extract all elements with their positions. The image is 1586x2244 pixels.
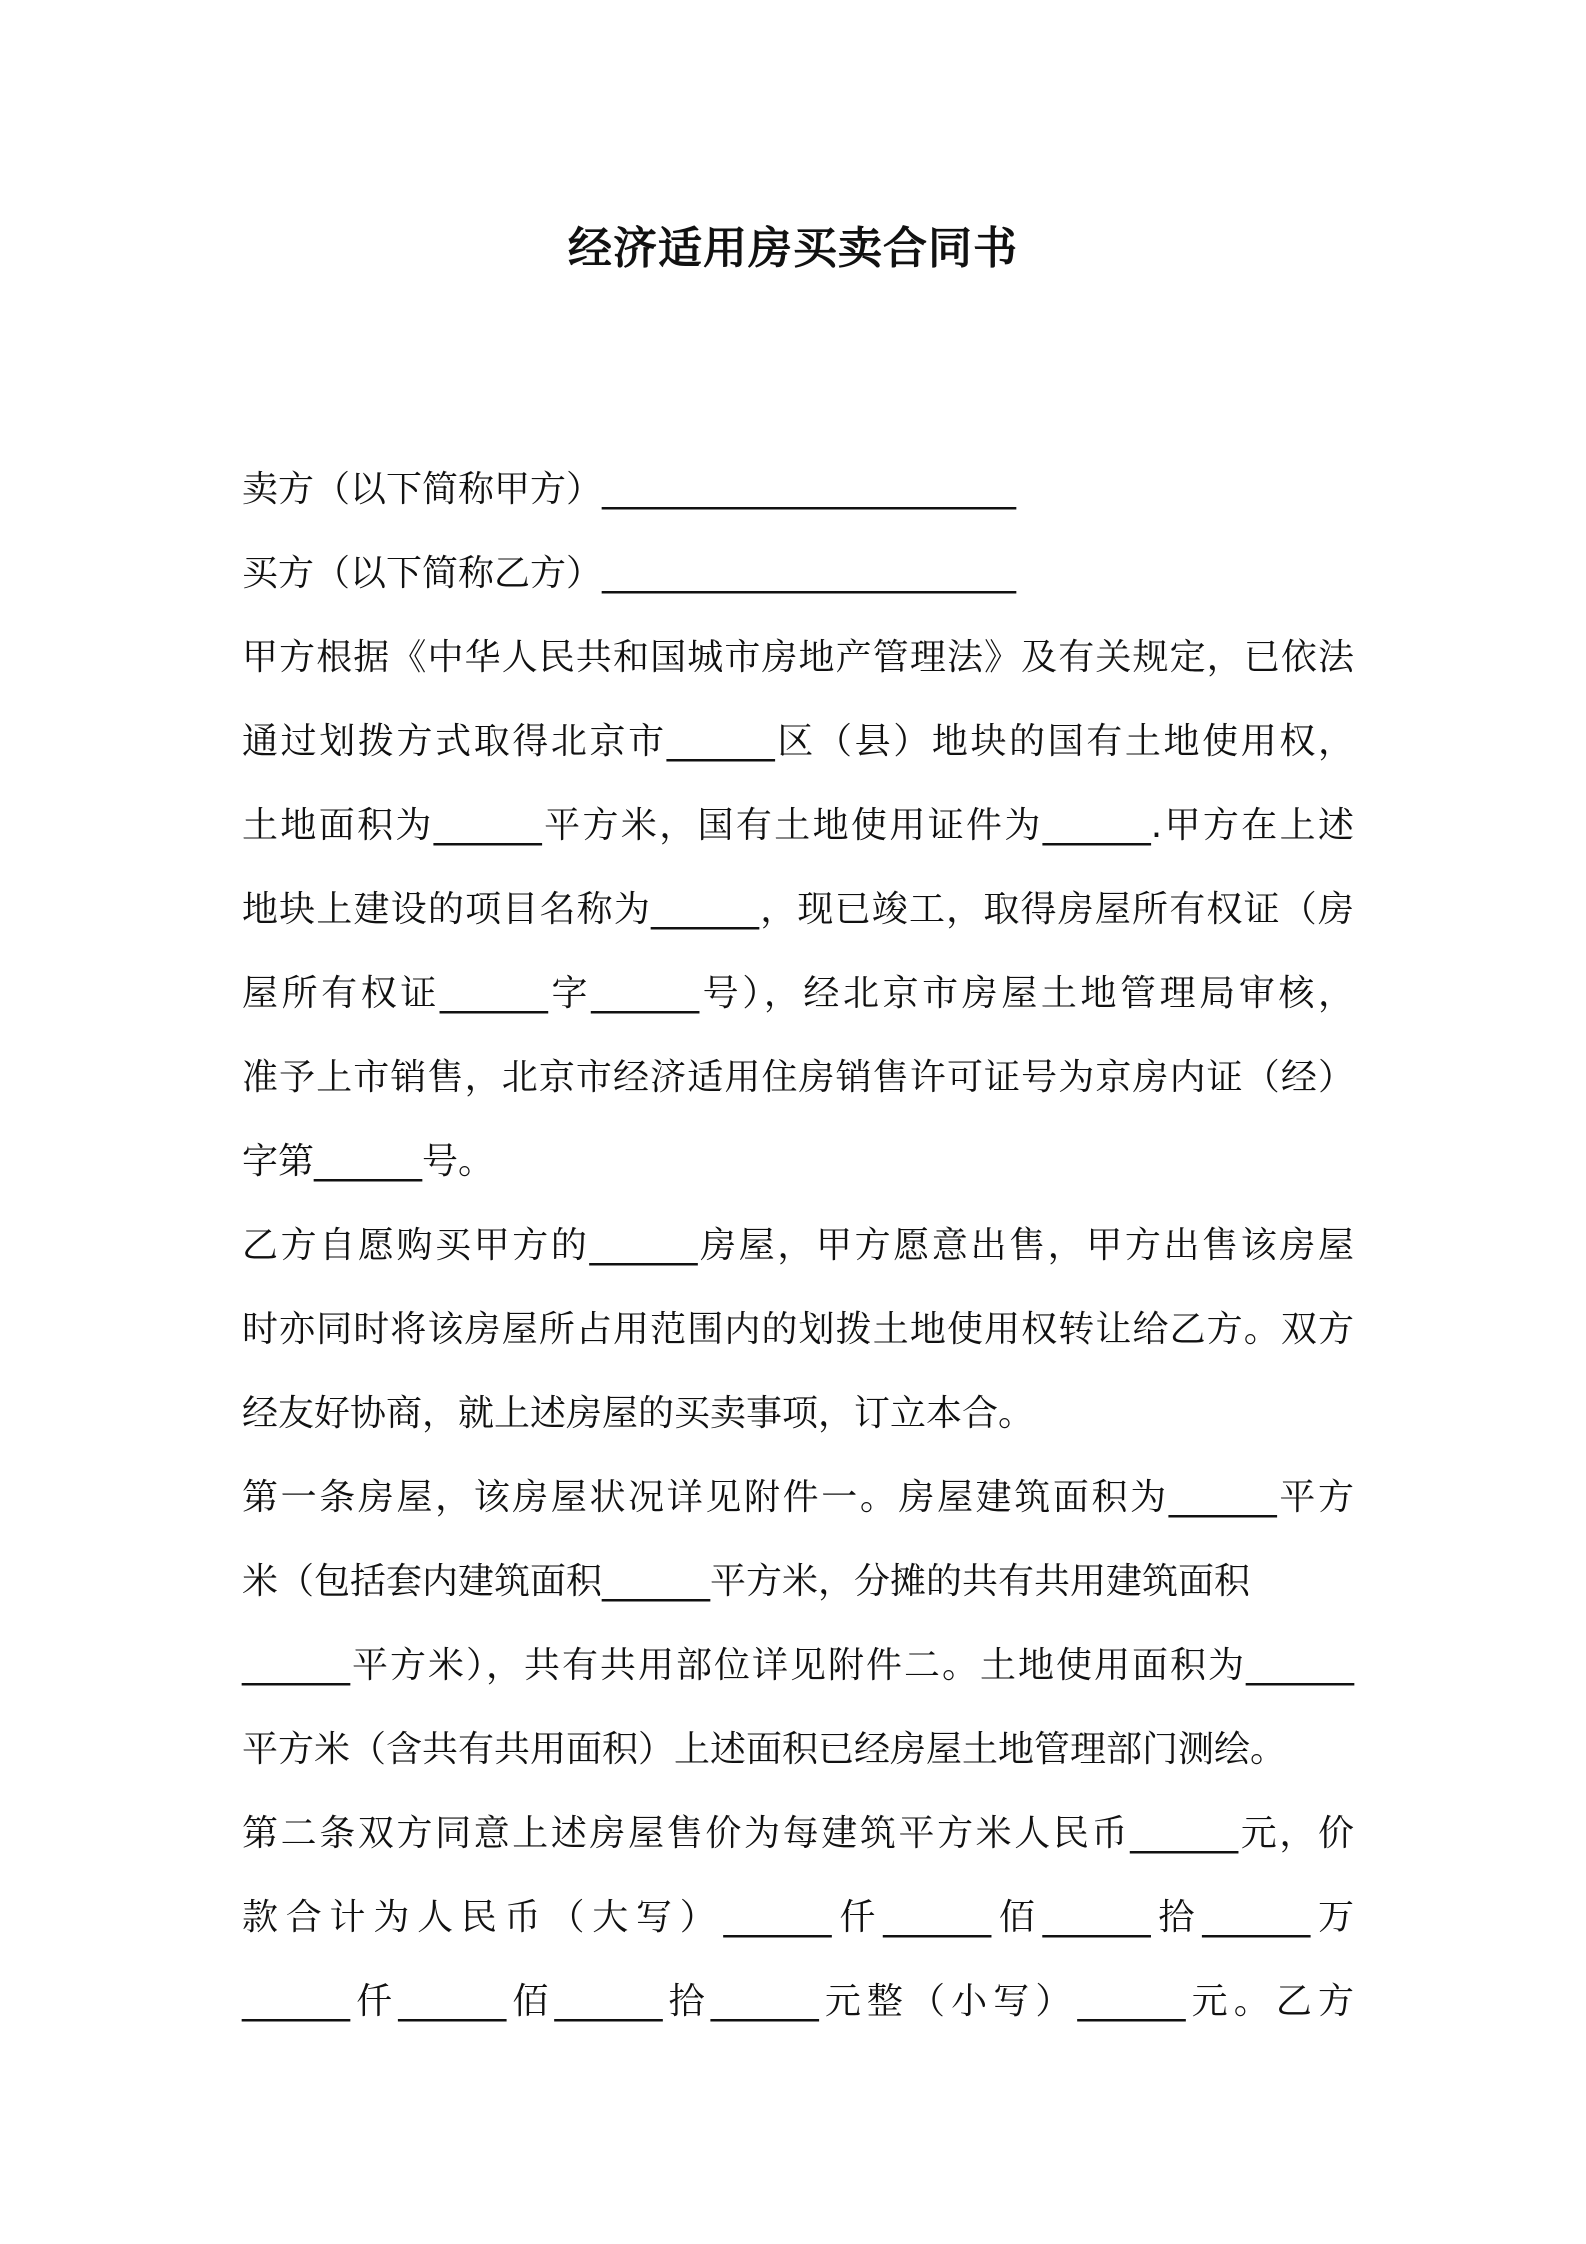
contract-body [242, 448, 1354, 2044]
text-line-article-2: 第二条双方同意上述房屋售价为每建筑平方米人民币______元，价 [242, 1813, 1354, 1854]
text-line: 款合计为人民币（大写）______仟______佰______拾______万 [242, 1897, 1354, 1938]
text-line-buyer: 买方（以下简称乙方）_______________________ [242, 553, 1017, 594]
text-line: 通过划拨方式取得北京市______区（县）地块的国有土地使用权， [242, 721, 1354, 762]
text-line: 甲方根据《中华人民共和国城市房地产管理法》及有关规定，已依法 [242, 637, 1354, 678]
text-line: ______平方米），共有共用部位详见附件二。土地使用面积为______ [242, 1645, 1354, 1686]
text-line: 平方米（含共有共用面积）上述面积已经房屋土地管理部门测绘。 [242, 1729, 1287, 1770]
text-line: 字第______号。 [242, 1141, 495, 1182]
text-line: 时亦同时将该房屋所占用范围内的划拨土地使用权转让给乙方。双方 [242, 1309, 1354, 1350]
text-line: 乙方自愿购买甲方的______房屋，甲方愿意出售，甲方出售该房屋 [242, 1225, 1354, 1266]
text-line: 屋所有权证______字______号），经北京市房屋土地管理局审核， [242, 973, 1354, 1014]
text-line: 地块上建设的项目名称为______，现已竣工，取得房屋所有权证（房 [242, 889, 1354, 930]
text-line: ______仟______佰______拾______元整（小写）______元。乙方 [242, 1981, 1354, 2022]
text-line: 米（包括套内建筑面积______平方米，分摊的共有共用建筑面积 [242, 1561, 1251, 1602]
text-line: 经友好协商，就上述房屋的买卖事项，订立本合。 [242, 1393, 1035, 1434]
text-line: 土地面积为______平方米，国有土地使用证件为______.甲方在上述 [242, 805, 1354, 846]
text-line: 准予上市销售，北京市经济适用住房销售许可证号为京房内证（经） [242, 1057, 1354, 1098]
document-title: 经济适用房买卖合同书 [568, 223, 1018, 274]
text-line-seller: 卖方（以下简称甲方）_______________________ [242, 469, 1017, 510]
text-line-article-1: 第一条房屋，该房屋状况详见附件一。房屋建筑面积为______平方 [242, 1477, 1354, 1518]
